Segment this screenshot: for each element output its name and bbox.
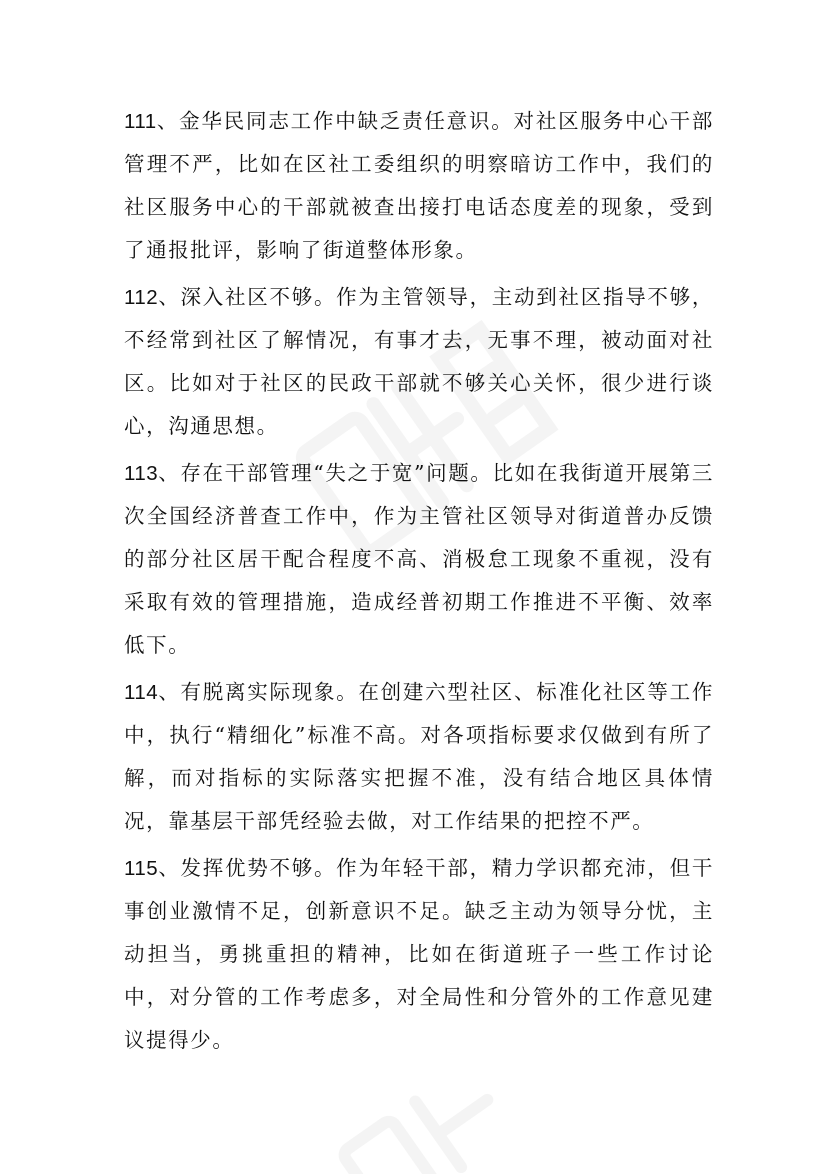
paragraph-number: 111 xyxy=(124,110,157,133)
paragraph-111 xyxy=(124,100,714,272)
document-body xyxy=(124,100,714,1066)
paragraph-text: 、有脱离实际现象。在创建六型社区、标准化社区等工作中，执行“精细化”标准不高。对各项指标要求仅做到有所了解，而对指标的实际落实把握不准，没有结合地区具体情况，靠基层干部凭经验去做，对工作结果的把控不严。 xyxy=(124,680,714,833)
paragraph-text: 、金华民同志工作中缺乏责任意识。对社区服务中心干部管理不严，比如在区社工委组织的明察暗访工作中，我们的社区服务中心的干部就被查出接打电话态度差的现象，受到了通报批评，影响了街道整体形象。 xyxy=(124,109,714,262)
paragraph-text: 、存在干部管理“失之于宽”问题。比如在我街道开展第三次全国经济普查工作中，作为主管社区领导对街道普办反馈的部分社区居干配合程度不高、消极怠工现象不重视，没有采取有效的管理措施，造成经普初期工作推进不平衡、效率低下。 xyxy=(124,461,714,657)
paragraph-115 xyxy=(124,847,714,1062)
paragraph-number: 115 xyxy=(124,857,159,880)
paragraph-113 xyxy=(124,452,714,667)
paragraph-text: 、深入社区不够。作为主管领导，主动到社区指导不够，不经常到社区了解情况，有事才去，无事不理，被动面对社区。比如对于社区的民政干部就不够关心关怀，很少进行谈心，沟通思想。 xyxy=(124,285,714,438)
paragraph-number: 114 xyxy=(124,681,159,704)
paragraph-112 xyxy=(124,276,714,448)
paragraph-number: 113 xyxy=(124,462,159,485)
paragraph-114 xyxy=(124,671,714,843)
paragraph-text: 、发挥优势不够。作为年轻干部，精力学识都充沛，但干事创业激情不足，创新意识不足。缺乏主动为领导分忧，主动担当，勇挑重担的精神，比如在街道班子一些工作讨论中，对分管的工作考虑多，对全局性和分管外的工作意见建议提得少。 xyxy=(124,856,714,1052)
paragraph-number: 112 xyxy=(124,286,159,309)
